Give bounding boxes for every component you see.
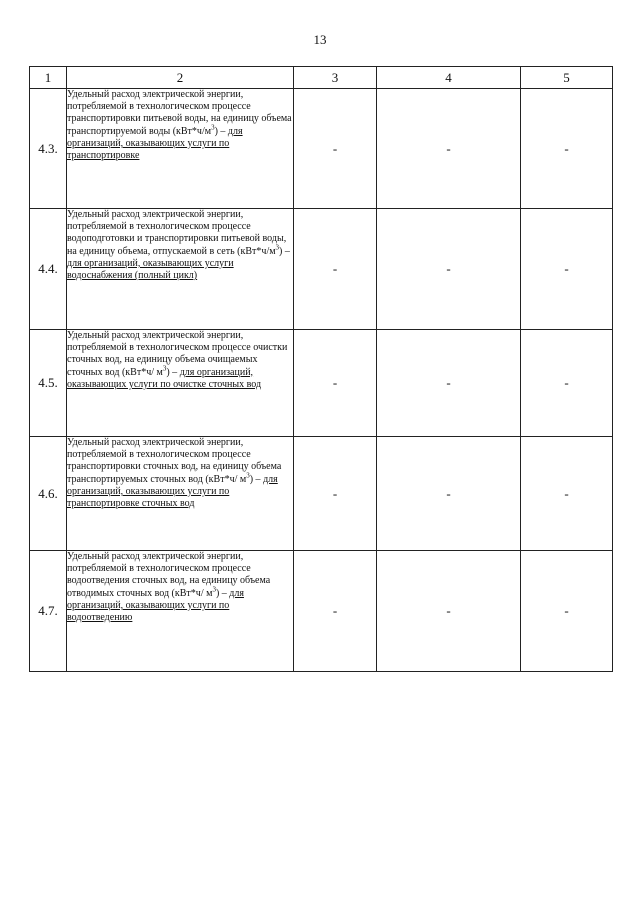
underlined-qualifier: для организаций, оказывающих услуги по очистке сточных вод [67,366,262,390]
table-row [30,551,613,672]
description-text: Удельный расход электрической энергии, потребляемой в технологическом процессе транспортировки питьевой воды, на единицу объема транспортируемой воды (кВт*ч/м [67,89,292,137]
cell-col3: - [294,551,377,672]
cell-col4: - [377,437,521,551]
superscript: 3 [246,471,250,480]
underlined-qualifier: для организаций, оказывающих услуги по водоотведению [67,587,244,624]
cell-col3: - [294,89,377,209]
superscript: 3 [162,364,167,373]
cell-col3: - [294,209,377,330]
description-connector: ) – [279,245,290,257]
table-header-row [30,67,613,89]
superscript: 3 [275,243,280,252]
description-connector: ) – [215,587,230,599]
cell-col4: - [377,209,521,330]
description-text: Удельный расход электрической энергии, потребляемой в технологическом процессе очистки сточных вод, на единицу объема очищаемых сточных вод (кВт*ч/ м [67,330,288,378]
row-number: 4.5. [30,330,67,437]
cell-col4: - [377,89,521,209]
table-row [30,89,613,209]
description-text: Удельный расход электрической энергии, потребляемой в технологическом процессе водоподготовки и транспортировки питьевой воды, на единицу объема, отпускаемой в сеть (кВт*ч/м [67,209,287,257]
table-row [30,330,613,437]
row-description [67,551,294,672]
column-header: 5 [521,67,613,89]
underlined-qualifier: для организаций, оказывающих услуги по транспортировке [67,125,243,162]
row-number: 4.7. [30,551,67,672]
column-header: 4 [377,67,521,89]
description-text: Удельный расход электрической энергии, потребляемой в технологическом процессе транспортировки сточных вод, на единицу объема транспортируемых сточных вод (кВт*ч/ м [67,437,282,485]
cell-col4: - [377,330,521,437]
column-header: 3 [294,67,377,89]
description-text: Удельный расход электрической энергии, потребляемой в технологическом процессе водоотведения сточных вод, на единицу объема отводимых сточных вод (кВт*ч/ м [67,551,271,599]
cell-col4: - [377,551,521,672]
row-description [67,209,294,330]
column-header: 2 [67,67,294,89]
table-row [30,437,613,551]
description-connector: ) – [214,125,228,137]
underlined-qualifier: для организаций, оказывающих услуги по транспортировке сточных вод [67,473,278,510]
cell-col5: - [521,209,613,330]
underlined-qualifier: для организаций, оказывающих услуги водоснабжения (полный цикл) [67,257,234,282]
cell-col5: - [521,551,613,672]
row-description [67,437,294,551]
page-number: 13 [313,32,327,47]
indicators-table [29,66,613,672]
description-connector: ) – [249,473,264,485]
row-description [67,330,294,437]
cell-col5: - [521,89,613,209]
cell-col5: - [521,330,613,437]
row-description [67,89,294,209]
row-number: 4.6. [30,437,67,551]
superscript: 3 [211,123,215,132]
column-header: 1 [30,67,67,89]
table-row [30,209,613,330]
superscript: 3 [212,585,216,594]
row-number: 4.3. [30,89,67,209]
cell-col3: - [294,437,377,551]
cell-col3: - [294,330,377,437]
description-connector: ) – [166,366,180,378]
row-number: 4.4. [30,209,67,330]
cell-col5: - [521,437,613,551]
